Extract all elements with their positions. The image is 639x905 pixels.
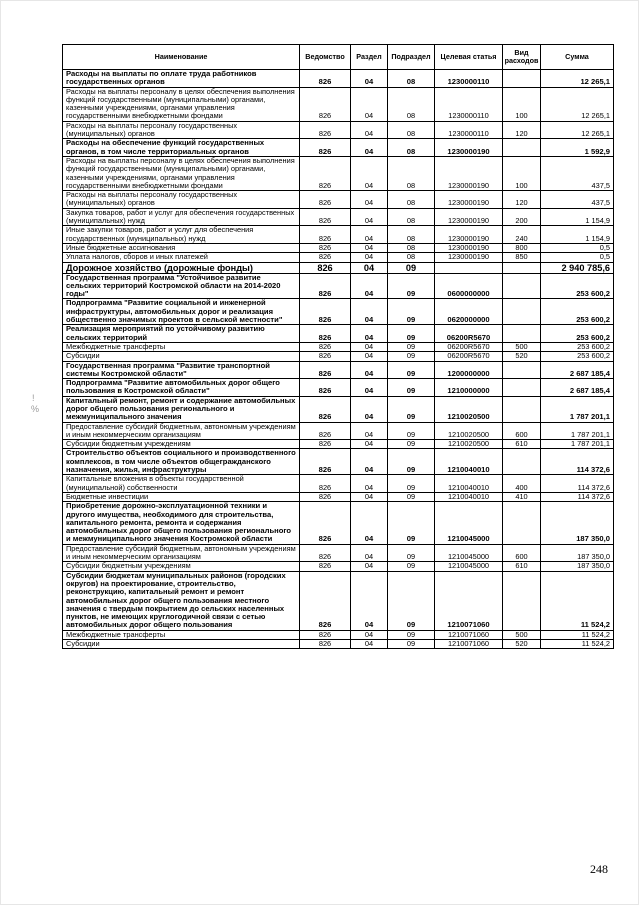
cell-vedomstvo: 826 (300, 361, 351, 379)
cell-statya: 1210071060 (435, 630, 503, 639)
cell-summa: 253 600,2 (541, 342, 614, 351)
cell-podrazdel: 08 (388, 226, 435, 244)
cell-podrazdel: 09 (388, 640, 435, 649)
cell-vedomstvo: 826 (300, 449, 351, 475)
cell-razdel: 04 (351, 243, 388, 252)
cell-statya: 1230000190 (435, 191, 503, 209)
cell-vedomstvo: 826 (300, 70, 351, 88)
cell-vid: 100 (503, 156, 541, 190)
table-row (63, 630, 614, 639)
cell-vedomstvo: 826 (300, 475, 351, 493)
cell-razdel: 04 (351, 630, 388, 639)
table-row (63, 253, 614, 262)
table-row (63, 492, 614, 501)
cell-podrazdel: 09 (388, 449, 435, 475)
cell-vid: 120 (503, 191, 541, 209)
cell-name: Капитальные вложения в объекты государственной (муниципальной) собственности (63, 475, 300, 493)
cell-vedomstvo: 826 (300, 87, 351, 121)
cell-vedomstvo: 826 (300, 440, 351, 449)
cell-summa: 0,5 (541, 243, 614, 252)
cell-summa: 1 787 201,1 (541, 396, 614, 422)
cell-summa: 1 787 201,1 (541, 440, 614, 449)
cell-vid (503, 139, 541, 157)
cell-vid: 400 (503, 475, 541, 493)
cell-name: Приобретение дорожно-эксплуатационной техники и другого имущества, необходимого для строительства, капитального ремонта, ремонта и содержания автомобильных дорог общего пользования регионального и межмуниципального значения Костромской области (63, 502, 300, 544)
cell-vid: 240 (503, 226, 541, 244)
cell-name: Предоставление субсидий бюджетным, автономным учреждениям и иным некоммерческим организациям (63, 544, 300, 562)
cell-podrazdel: 08 (388, 156, 435, 190)
cell-razdel: 04 (351, 502, 388, 544)
cell-razdel: 04 (351, 379, 388, 397)
cell-razdel: 04 (351, 544, 388, 562)
header-statya: Целевая статья (435, 45, 503, 70)
cell-statya: 1230000190 (435, 226, 503, 244)
cell-razdel: 04 (351, 191, 388, 209)
cell-podrazdel: 09 (388, 571, 435, 630)
header-summa: Сумма (541, 45, 614, 70)
table-row (63, 121, 614, 139)
table-row (63, 243, 614, 252)
cell-statya: 1210020500 (435, 440, 503, 449)
cell-vedomstvo: 826 (300, 253, 351, 262)
cell-summa: 12 265,1 (541, 87, 614, 121)
cell-razdel: 04 (351, 422, 388, 440)
header-vedomstvo: Ведомство (300, 45, 351, 70)
cell-name: Иные закупки товаров, работ и услуг для обеспечения государственных (муниципальных) нужд (63, 226, 300, 244)
cell-podrazdel: 08 (388, 191, 435, 209)
cell-vid: 610 (503, 440, 541, 449)
table-row (63, 502, 614, 544)
cell-podrazdel: 09 (388, 502, 435, 544)
cell-vid (503, 379, 541, 397)
cell-statya: 1210000000 (435, 379, 503, 397)
cell-vid: 500 (503, 630, 541, 639)
cell-razdel: 04 (351, 352, 388, 361)
header-razdel: Раздел (351, 45, 388, 70)
cell-vedomstvo: 826 (300, 396, 351, 422)
cell-vedomstvo: 826 (300, 422, 351, 440)
cell-name: Бюджетные инвестиции (63, 492, 300, 501)
header-podrazdel: Подраздел (388, 45, 435, 70)
margin-mark: % (31, 404, 40, 414)
cell-razdel: 04 (351, 640, 388, 649)
cell-summa: 187 350,0 (541, 544, 614, 562)
cell-statya: 1230000110 (435, 87, 503, 121)
cell-name: Расходы на выплаты персоналу государственных (муниципальных) органов (63, 191, 300, 209)
cell-summa: 1 154,9 (541, 226, 614, 244)
cell-vedomstvo: 826 (300, 299, 351, 325)
cell-podrazdel: 09 (388, 361, 435, 379)
cell-podrazdel: 08 (388, 70, 435, 88)
cell-podrazdel: 08 (388, 87, 435, 121)
cell-vedomstvo: 826 (300, 640, 351, 649)
table-row (63, 191, 614, 209)
table-row (63, 396, 614, 422)
cell-name: Предоставление субсидий бюджетным, автономным учреждениям и иным некоммерческим организациям (63, 422, 300, 440)
cell-vedomstvo: 826 (300, 502, 351, 544)
cell-name: Закупка товаров, работ и услуг для обеспечения государственных (муниципальных) нужд (63, 208, 300, 226)
cell-name: Государственная программа "Устойчивое развитие сельских территорий Костромской области на 2014-2020 годы" (63, 273, 300, 299)
cell-razdel: 04 (351, 440, 388, 449)
cell-razdel: 04 (351, 571, 388, 630)
cell-vedomstvo: 826 (300, 325, 351, 343)
cell-name: Иные бюджетные ассигнования (63, 243, 300, 252)
cell-vedomstvo: 826 (300, 226, 351, 244)
cell-vid (503, 262, 541, 273)
cell-vedomstvo: 826 (300, 630, 351, 639)
cell-vedomstvo: 826 (300, 544, 351, 562)
cell-podrazdel: 09 (388, 422, 435, 440)
header-vid: Вид расходов (503, 45, 541, 70)
cell-summa: 253 600,2 (541, 273, 614, 299)
cell-summa: 11 524,2 (541, 630, 614, 639)
cell-vedomstvo: 826 (300, 156, 351, 190)
cell-name: Субсидии (63, 352, 300, 361)
table-row (63, 87, 614, 121)
cell-vedomstvo: 826 (300, 571, 351, 630)
cell-statya: 06200R5670 (435, 325, 503, 343)
cell-podrazdel: 09 (388, 492, 435, 501)
cell-razdel: 04 (351, 325, 388, 343)
table-row (63, 562, 614, 571)
table-row (63, 475, 614, 493)
cell-statya (435, 262, 503, 273)
cell-statya: 1210071060 (435, 571, 503, 630)
cell-name: Расходы на выплаты по оплате труда работников государственных органов (63, 70, 300, 88)
cell-podrazdel: 09 (388, 262, 435, 273)
cell-podrazdel: 09 (388, 299, 435, 325)
table-row (63, 299, 614, 325)
cell-razdel: 04 (351, 361, 388, 379)
table-row (63, 226, 614, 244)
cell-summa: 187 350,0 (541, 502, 614, 544)
cell-razdel: 04 (351, 299, 388, 325)
cell-summa: 12 265,1 (541, 121, 614, 139)
cell-summa: 1 787 201,1 (541, 422, 614, 440)
cell-podrazdel: 09 (388, 352, 435, 361)
cell-name: Расходы на выплаты персоналу в целях обеспечения выполнения функций государственными (муниципальными) органами, казенными учреждениями, органами управления государственными внебюджетными фондами (63, 87, 300, 121)
header-name: Наименование (63, 45, 300, 70)
budget-table (62, 44, 614, 649)
page-number: 248 (590, 862, 608, 876)
cell-summa: 114 372,6 (541, 492, 614, 501)
cell-razdel: 04 (351, 208, 388, 226)
table-header-row (63, 45, 614, 70)
cell-razdel: 04 (351, 492, 388, 501)
cell-statya: 1200000000 (435, 361, 503, 379)
cell-name: Капитальный ремонт, ремонт и содержание автомобильных дорог общего пользования регионального и межмуниципального значения (63, 396, 300, 422)
cell-razdel: 04 (351, 396, 388, 422)
cell-razdel: 04 (351, 87, 388, 121)
cell-podrazdel: 09 (388, 544, 435, 562)
cell-summa: 437,5 (541, 156, 614, 190)
cell-summa: 437,5 (541, 191, 614, 209)
cell-podrazdel: 09 (388, 475, 435, 493)
table-row (63, 352, 614, 361)
cell-statya: 1210045000 (435, 562, 503, 571)
cell-statya: 1230000190 (435, 243, 503, 252)
cell-vedomstvo: 826 (300, 342, 351, 351)
cell-name: Субсидии (63, 640, 300, 649)
cell-vid: 610 (503, 562, 541, 571)
cell-statya: 0620000000 (435, 299, 503, 325)
cell-vid (503, 70, 541, 88)
cell-summa: 114 372,6 (541, 475, 614, 493)
cell-name: Субсидии бюджетам муниципальных районов (городских округов) на проектирование, строительство, реконструкцию, капитальный ремонт и ремонт автомобильных дорог общего пользования местного значения с твердым покрытием до сельских населенных пунктов, не имеющих круглогодичной связи с сетью автомобильных дорог общего пользования (63, 571, 300, 630)
table-row (63, 640, 614, 649)
cell-summa: 2 687 185,4 (541, 379, 614, 397)
cell-statya: 1210040010 (435, 492, 503, 501)
cell-statya: 1210040010 (435, 449, 503, 475)
cell-statya: 1210020500 (435, 396, 503, 422)
cell-name: Субсидии бюджетным учреждениям (63, 440, 300, 449)
cell-vid (503, 299, 541, 325)
cell-summa: 2 940 785,6 (541, 262, 614, 273)
cell-razdel: 04 (351, 253, 388, 262)
cell-podrazdel: 09 (388, 630, 435, 639)
cell-vid (503, 273, 541, 299)
cell-podrazdel: 08 (388, 208, 435, 226)
cell-statya: 1230000110 (435, 121, 503, 139)
table-row (63, 262, 614, 273)
cell-vid: 520 (503, 352, 541, 361)
cell-name: Государственная программа "Развитие транспортной системы Костромской области" (63, 361, 300, 379)
cell-vid (503, 361, 541, 379)
cell-name: Расходы на выплаты персоналу в целях обеспечения выполнения функций государственными (муниципальными) органами, казенными учреждениями, органами управления государственными внебюджетными фондами (63, 156, 300, 190)
cell-name: Субсидии бюджетным учреждениям (63, 562, 300, 571)
cell-vedomstvo: 826 (300, 562, 351, 571)
cell-name: Межбюджетные трансферты (63, 630, 300, 639)
cell-podrazdel: 09 (388, 396, 435, 422)
table-row (63, 70, 614, 88)
cell-podrazdel: 09 (388, 440, 435, 449)
cell-name: Реализация мероприятий по устойчивому развитию сельских территорий (63, 325, 300, 343)
cell-vedomstvo: 826 (300, 191, 351, 209)
cell-razdel: 04 (351, 273, 388, 299)
table-row (63, 449, 614, 475)
cell-summa: 1 154,9 (541, 208, 614, 226)
cell-name: Расходы на выплаты персоналу государственных (муниципальных) органов (63, 121, 300, 139)
cell-name: Межбюджетные трансферты (63, 342, 300, 351)
cell-vedomstvo: 826 (300, 208, 351, 226)
cell-vid: 500 (503, 342, 541, 351)
table-row (63, 571, 614, 630)
cell-vedomstvo: 826 (300, 352, 351, 361)
cell-podrazdel: 09 (388, 273, 435, 299)
table-row (63, 273, 614, 299)
cell-vid: 600 (503, 544, 541, 562)
cell-summa: 253 600,2 (541, 352, 614, 361)
cell-summa: 0,5 (541, 253, 614, 262)
cell-podrazdel: 08 (388, 253, 435, 262)
cell-podrazdel: 09 (388, 562, 435, 571)
cell-vid: 120 (503, 121, 541, 139)
cell-summa: 11 524,2 (541, 571, 614, 630)
cell-statya: 0600000000 (435, 273, 503, 299)
cell-podrazdel: 09 (388, 325, 435, 343)
cell-vid: 800 (503, 243, 541, 252)
cell-vid: 100 (503, 87, 541, 121)
cell-name: Подпрограмма "Развитие автомобильных дорог общего пользования в Костромской области" (63, 379, 300, 397)
table-row (63, 422, 614, 440)
cell-vid (503, 325, 541, 343)
cell-vedomstvo: 826 (300, 262, 351, 273)
cell-razdel: 04 (351, 156, 388, 190)
table-row (63, 156, 614, 190)
cell-summa: 12 265,1 (541, 70, 614, 88)
cell-vedomstvo: 826 (300, 121, 351, 139)
cell-name: Дорожное хозяйство (дорожные фонды) (63, 262, 300, 273)
cell-name: Подпрограмма "Развитие социальной и инженерной инфраструктуры, автомобильных дорог и реализация общественно значимых проектов в сельской местности" (63, 299, 300, 325)
cell-summa: 1 592,9 (541, 139, 614, 157)
cell-vid (503, 571, 541, 630)
table-row (63, 139, 614, 157)
cell-razdel: 04 (351, 262, 388, 273)
cell-statya: 1230000190 (435, 139, 503, 157)
cell-summa: 253 600,2 (541, 325, 614, 343)
cell-razdel: 04 (351, 449, 388, 475)
cell-statya: 1230000190 (435, 208, 503, 226)
table-row (63, 342, 614, 351)
cell-podrazdel: 08 (388, 139, 435, 157)
cell-statya: 1210045000 (435, 544, 503, 562)
cell-summa: 114 372,6 (541, 449, 614, 475)
cell-vid: 600 (503, 422, 541, 440)
cell-statya: 06200R5670 (435, 342, 503, 351)
cell-podrazdel: 08 (388, 243, 435, 252)
cell-vid: 520 (503, 640, 541, 649)
cell-vedomstvo: 826 (300, 273, 351, 299)
cell-razdel: 04 (351, 139, 388, 157)
cell-statya: 06200R5670 (435, 352, 503, 361)
cell-razdel: 04 (351, 121, 388, 139)
cell-podrazdel: 09 (388, 379, 435, 397)
cell-summa: 187 350,0 (541, 562, 614, 571)
cell-statya: 1230000190 (435, 253, 503, 262)
cell-vid: 850 (503, 253, 541, 262)
cell-statya: 1210020500 (435, 422, 503, 440)
cell-statya: 1210045000 (435, 502, 503, 544)
cell-summa: 2 687 185,4 (541, 361, 614, 379)
cell-vedomstvo: 826 (300, 139, 351, 157)
cell-razdel: 04 (351, 475, 388, 493)
cell-statya: 1230000190 (435, 156, 503, 190)
cell-razdel: 04 (351, 70, 388, 88)
cell-summa: 11 524,2 (541, 640, 614, 649)
cell-statya: 1230000110 (435, 70, 503, 88)
table-row (63, 208, 614, 226)
cell-name: Уплата налогов, сборов и иных платежей (63, 253, 300, 262)
cell-vid (503, 396, 541, 422)
cell-vedomstvo: 826 (300, 243, 351, 252)
cell-vedomstvo: 826 (300, 379, 351, 397)
cell-statya: 1210071060 (435, 640, 503, 649)
cell-razdel: 04 (351, 226, 388, 244)
table-row (63, 325, 614, 343)
cell-name: Расходы на обеспечение функций государственных органов, в том числе территориальных органов (63, 139, 300, 157)
cell-summa: 253 600,2 (541, 299, 614, 325)
cell-vid (503, 449, 541, 475)
margin-mark: ! (32, 393, 35, 403)
cell-statya: 1210040010 (435, 475, 503, 493)
cell-vid: 410 (503, 492, 541, 501)
table-row (63, 544, 614, 562)
table-row (63, 361, 614, 379)
cell-name: Строительство объектов социального и производственного комплексов, в том числе объектов общегражданского назначения, жилья, инфраструктуры (63, 449, 300, 475)
cell-razdel: 04 (351, 342, 388, 351)
cell-podrazdel: 08 (388, 121, 435, 139)
cell-vedomstvo: 826 (300, 492, 351, 501)
cell-vid (503, 502, 541, 544)
cell-podrazdel: 09 (388, 342, 435, 351)
table-row (63, 379, 614, 397)
table-row (63, 440, 614, 449)
cell-vid: 200 (503, 208, 541, 226)
cell-razdel: 04 (351, 562, 388, 571)
